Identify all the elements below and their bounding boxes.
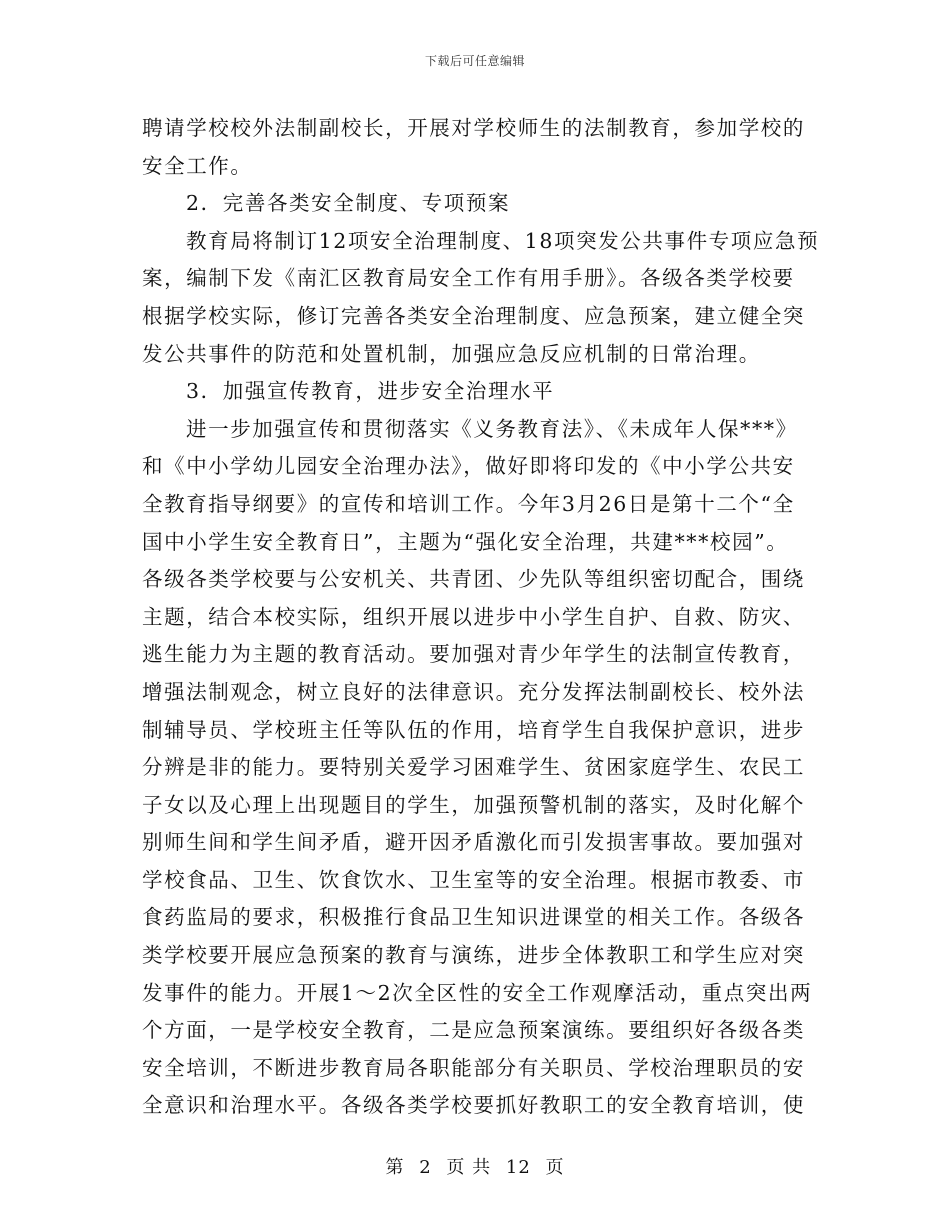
text-line: 逃生能力为主题的教育活动。要加强对青少年学生的法制宣传教育， (142, 642, 805, 667)
text-line: 3．加强宣传教育，进步安全治理水平 (186, 379, 555, 404)
page-footer (0, 1153, 950, 1179)
footer-suffix: 页 (545, 1157, 565, 1178)
footer-page-number: 2 (419, 1157, 432, 1178)
text-line: 个方面，一是学校安全教育，二是应急预案演练。要组织好各级各类 (142, 1018, 805, 1043)
text-line: 分辨是非的能力。要特别关爱学习困难学生、贫困家庭学生、农民工 (142, 755, 805, 780)
text-line: 根据学校实际，修订完善各类安全治理制度、应急预案，建立健全突 (142, 303, 805, 328)
footer-prefix: 第 (385, 1157, 405, 1178)
text-line: 学校食品、卫生、饮食饮水、卫生室等的安全治理。根据市教委、市 (142, 867, 805, 892)
text-line: 食药监局的要求，积极推行食品卫生知识进课堂的相关工作。各级各 (142, 905, 805, 930)
text-line: 安全工作。 (142, 153, 253, 178)
text-line: 全教育指导纲要》的宣传和培训工作。今年3月26日是第十二个“全 (142, 491, 795, 516)
text-line: 和《中小学幼儿园安全治理办法》，做好即将印发的《中小学公共安 (142, 454, 795, 479)
text-line: 类学校要开展应急预案的教育与演练，进步全体教职工和学生应对突 (142, 943, 805, 968)
text-line: 子女以及心理上出现题目的学生，加强预警机制的落实，及时化解个 (142, 792, 805, 817)
footer-total-pages: 12 (505, 1157, 531, 1178)
body-text (142, 110, 820, 1125)
text-line: 发事件的能力。开展1～2次全区性的安全工作观摩活动，重点突出两 (142, 980, 813, 1005)
text-line: 进一步加强宣传和贯彻落实《义务教育法》、《未成年人保***》 (186, 416, 798, 441)
text-line: 聘请学校校外法制副校长，开展对学校师生的法制教育，参加学校的 (142, 116, 805, 140)
text-line: 安全培训，不断进步教育局各职能部分有关职员、学校治理职员的安 (142, 1055, 805, 1080)
text-line: 增强法制观念，树立良好的法律意识。充分发挥法制副校长、校外法 (142, 679, 805, 704)
text-line: 各级各类学校要与公安机关、共青团、少先队等组织密切配合，围绕 (142, 567, 805, 592)
footer-middle: 页 共 (446, 1157, 492, 1178)
text-line: 国中小学生安全教育日”，主题为“强化安全治理，共建***校园”。 (142, 529, 789, 554)
text-line: 案，编制下发《南汇区教育局安全工作有用手册》。各级各类学校要 (142, 266, 795, 291)
text-line: 制辅导员、学校班主任等队伍的作用，培育学生自我保护意识，进步 (142, 717, 805, 742)
text-line: 主题，结合本校实际，组织开展以进步中小学生自护、自救、防灾、 (142, 604, 805, 629)
page-header-note: 下载后可任意编辑 (424, 54, 525, 68)
text-line: 全意识和治理水平。各级各类学校要抓好教职工的安全教育培训，使 (142, 1093, 805, 1118)
text-line: 发公共事件的防范和处置机制，加强应急反应机制的日常治理。 (142, 341, 761, 366)
text-line: 别师生间和学生间矛盾，避开因矛盾激化而引发损害事故。要加强对 (142, 830, 805, 855)
text-line: 2．完善各类安全制度、专项预案 (186, 191, 511, 216)
text-line: 教育局将制订12项安全治理制度、18项突发公共事件专项应急预 (186, 228, 820, 253)
